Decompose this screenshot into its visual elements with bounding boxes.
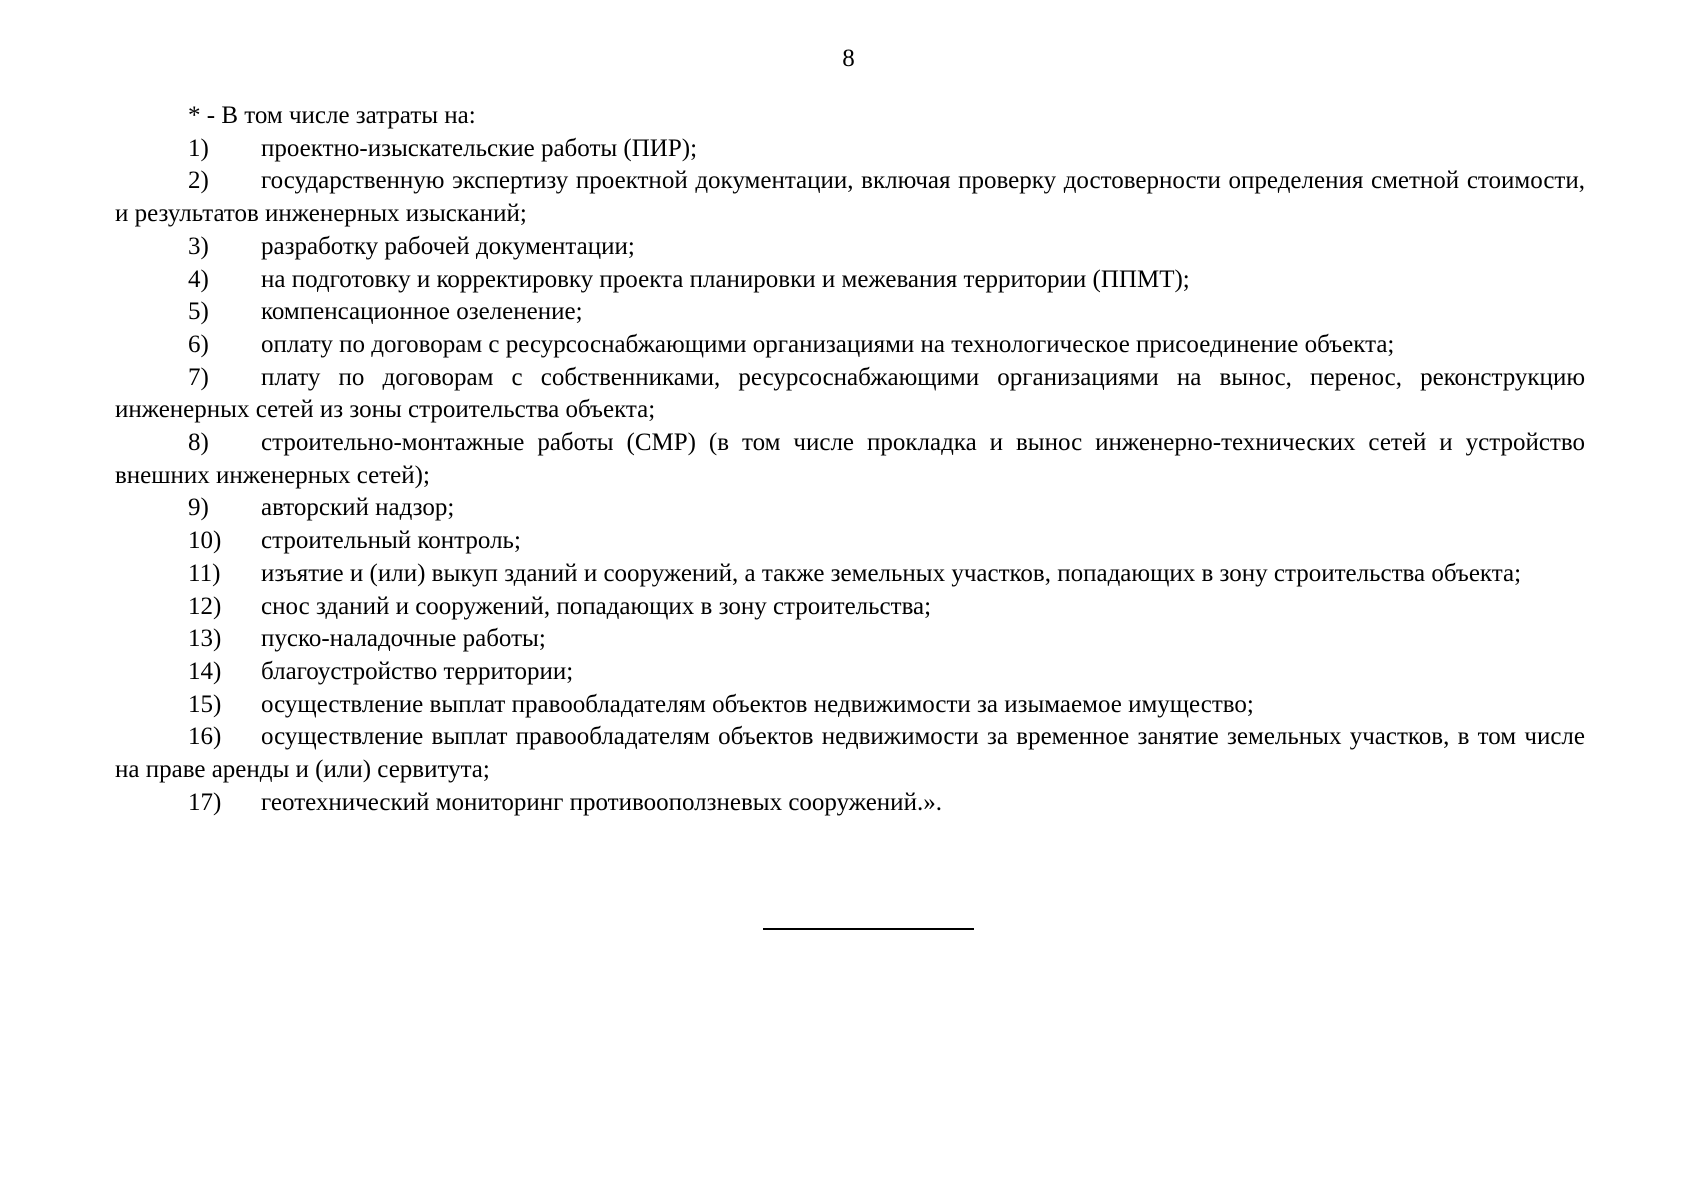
list-item-text: государственную экспертизу проектной документации, включая проверку достоверности определения сметной стоимости, и результатов инженерных изысканий; [115, 167, 1585, 228]
list-item-text: авторский надзор; [261, 494, 455, 522]
list-item-number: 10) [188, 527, 222, 555]
list-item [115, 329, 1585, 362]
list-item-number: 16) [188, 723, 222, 751]
list-item [115, 525, 1585, 558]
list-item-number: 17) [188, 788, 222, 816]
list-item [115, 231, 1585, 264]
list-item [115, 689, 1585, 722]
list-item [115, 492, 1585, 525]
end-separator-line [763, 928, 974, 930]
list-item-number: 6) [188, 330, 209, 358]
list-item-text: благоустройство территории; [261, 657, 574, 685]
list-item-text: компенсационное озеленение; [261, 298, 583, 326]
footnote-block [115, 100, 1585, 819]
list-item-number: 3) [188, 232, 209, 260]
list-item [115, 558, 1585, 591]
list-item [115, 362, 1585, 427]
list-item-text: строительный контроль; [261, 527, 521, 555]
list-item-number: 14) [188, 657, 222, 685]
list-item-number: 15) [188, 690, 222, 718]
list-item [115, 721, 1585, 786]
list-item [115, 296, 1585, 329]
list-item-text: плату по договорам с собственниками, ресурсоснабжающими организациями на вынос, перенос, реконструкцию инженерных сетей из зоны строительства объекта; [115, 363, 1585, 424]
list-item [115, 656, 1585, 689]
list-item-number: 5) [188, 298, 209, 326]
list-item-text: изъятие и (или) выкуп зданий и сооружений, а также земельных участков, попадающих в зону строительства объекта; [261, 559, 1522, 587]
list-item-number: 11) [188, 559, 221, 587]
list-item [115, 591, 1585, 624]
list-item-text: осуществление выплат правообладателям объектов недвижимости за изымаемое имущество; [261, 690, 1254, 718]
list-item [115, 133, 1585, 166]
list-item-text: осуществление выплат правообладателям объектов недвижимости за временное занятие земельных участков, в том числе на праве аренды и (или) сервитута; [115, 723, 1585, 784]
list-item-number: 7) [188, 363, 209, 391]
list-item [115, 623, 1585, 656]
list-item-number: 13) [188, 625, 222, 653]
list-item [115, 264, 1585, 297]
list-item-text: проектно-изыскательские работы (ПИР); [261, 134, 698, 162]
list-item-text: разработку рабочей документации; [261, 232, 635, 260]
list-item [115, 427, 1585, 492]
list-item [115, 787, 1585, 820]
list-item [115, 165, 1585, 230]
list-item-number: 8) [188, 429, 209, 457]
list-item-number: 9) [188, 494, 209, 522]
list-item-text: геотехнический мониторинг противооползневых сооружений.». [261, 788, 942, 816]
list-item-text: снос зданий и сооружений, попадающих в зону строительства; [261, 592, 932, 620]
list-item-number: 2) [188, 167, 209, 195]
list-item-text: на подготовку и корректировку проекта планировки и межевания территории (ППМТ); [261, 265, 1190, 293]
list-item-text: строительно-монтажные работы (СМР) (в том числе прокладка и вынос инженерно-технических сетей и устройство внешних инженерных сетей); [115, 429, 1585, 489]
list-item-number: 1) [188, 134, 209, 162]
list-item-text: пуско-наладочные работы; [261, 625, 546, 653]
list-item-number: 4) [188, 265, 209, 293]
list-item-number: 12) [188, 592, 222, 620]
list-item-text: оплату по договорам с ресурсоснабжающими организациями на технологическое присоединение объекта; [261, 330, 1395, 358]
footnote-intro: * - В том числе затраты на: [188, 102, 476, 129]
page-number: 8 [842, 45, 855, 72]
